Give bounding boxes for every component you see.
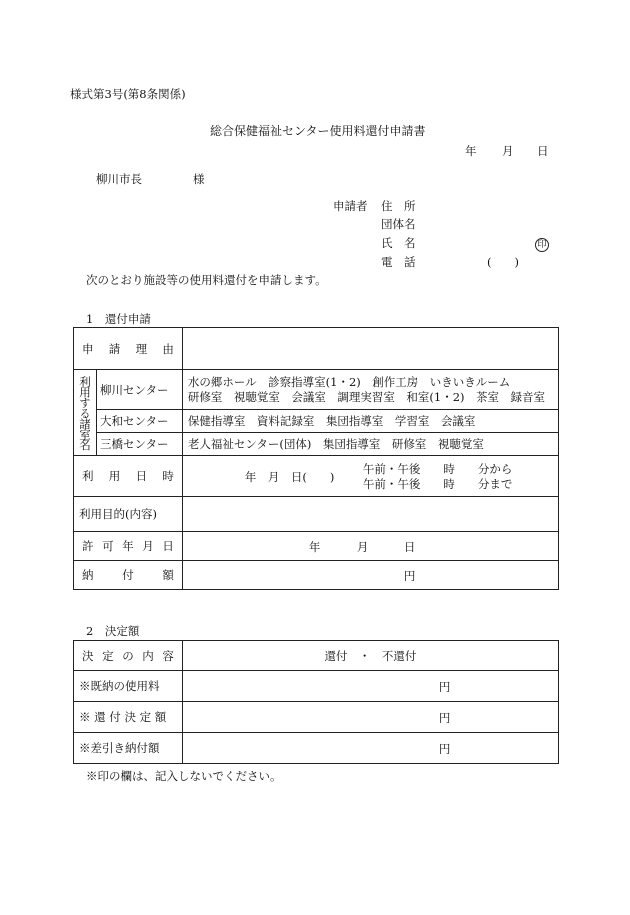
- center-yanagawa-rooms[interactable]: 水の郷ホール 診察指導室(1・2) 創作工房 いきいきルーム 研修室 視聴覚室 会議室 調理実習室 和室(1・2) 茶室 録音室: [182, 370, 558, 410]
- rooms-vertical-label: 利用する諸室名: [74, 370, 97, 456]
- purpose-field[interactable]: [182, 497, 558, 532]
- center-mitsuhashi: 三橋センター: [96, 433, 182, 456]
- decision-field[interactable]: 還付 ・ 不還付: [182, 641, 558, 671]
- datetime-field[interactable]: [182, 456, 558, 497]
- applicant-label: 申請者: [333, 199, 368, 213]
- paid-fee-yen: 円: [438, 680, 451, 694]
- permit-month: 月: [356, 540, 369, 554]
- date-day: 日: [537, 144, 549, 158]
- time-from: 午前・午後 時 分から: [362, 462, 513, 476]
- addressee-name: 柳川市長: [96, 172, 142, 186]
- seal-icon: 印: [535, 236, 549, 252]
- center-yamato-rooms[interactable]: 保健指導室 資料記録室 集団指導室 学習室 会議室: [182, 410, 558, 433]
- refund-decision-yen: 円: [438, 711, 451, 725]
- refund-decision-field[interactable]: [182, 702, 558, 733]
- center-yanagawa: 柳川センター: [96, 370, 182, 410]
- intro-text: 次のとおり施設等の使用料還付を申請します。: [86, 273, 327, 287]
- form-number: 様式第3号(第8条関係): [70, 87, 186, 101]
- applicant-phone-paren: ( ): [487, 255, 519, 269]
- reason-field[interactable]: [182, 328, 558, 370]
- permit-day: 日: [403, 540, 416, 554]
- datetime-date: 年 月 日( ): [244, 470, 335, 484]
- addressee-honorific: 様: [193, 172, 205, 186]
- net-payment-field[interactable]: [182, 733, 558, 764]
- refund-application-table: [73, 327, 559, 590]
- reason-label: 申 請 理 由: [74, 328, 183, 370]
- purpose-label: 利用目的(内容): [74, 497, 183, 532]
- paid-amount-label: 納 付 額: [74, 561, 183, 590]
- paid-amount-field[interactable]: [182, 561, 558, 590]
- decision-table: [73, 640, 559, 764]
- applicant-address-label: 住 所: [381, 199, 416, 213]
- permit-year: 年: [308, 540, 321, 554]
- decision-label: 決 定 の 内 容: [74, 641, 183, 671]
- paid-fee-label: ※既納の使用料: [74, 671, 183, 702]
- applicant-org-label: 団体名: [381, 217, 416, 231]
- net-payment-label: ※差引き納付額: [74, 733, 183, 764]
- refund-decision-label: ※ 還 付 決 定 額: [74, 702, 183, 733]
- time-to: 午前・午後 時 分まで: [362, 477, 513, 491]
- paid-amount-yen: 円: [403, 569, 416, 583]
- paid-fee-field[interactable]: [182, 671, 558, 702]
- date-month: 月: [502, 144, 514, 158]
- section1-heading: 1 還付申請: [86, 312, 151, 326]
- applicant-name-label: 氏 名: [381, 236, 416, 250]
- center-yamato: 大和センター: [96, 410, 182, 433]
- permit-date-field[interactable]: [182, 532, 558, 561]
- net-payment-yen: 円: [438, 742, 451, 756]
- footer-note: ※印の欄は、記入しないでください。: [86, 769, 282, 783]
- datetime-label: 利 用 日 時: [74, 456, 183, 497]
- permit-date-label: 許 可 年 月 日: [74, 532, 183, 561]
- section2-heading: 2 決定額: [86, 624, 140, 638]
- date-year: 年: [465, 144, 477, 158]
- document-title: 総合保健福祉センター使用料還付申請書: [210, 124, 426, 138]
- center-mitsuhashi-rooms[interactable]: 老人福祉センター(団体) 集団指導室 研修室 視聴覚室: [182, 433, 558, 456]
- applicant-phone-label: 電 話: [381, 255, 416, 269]
